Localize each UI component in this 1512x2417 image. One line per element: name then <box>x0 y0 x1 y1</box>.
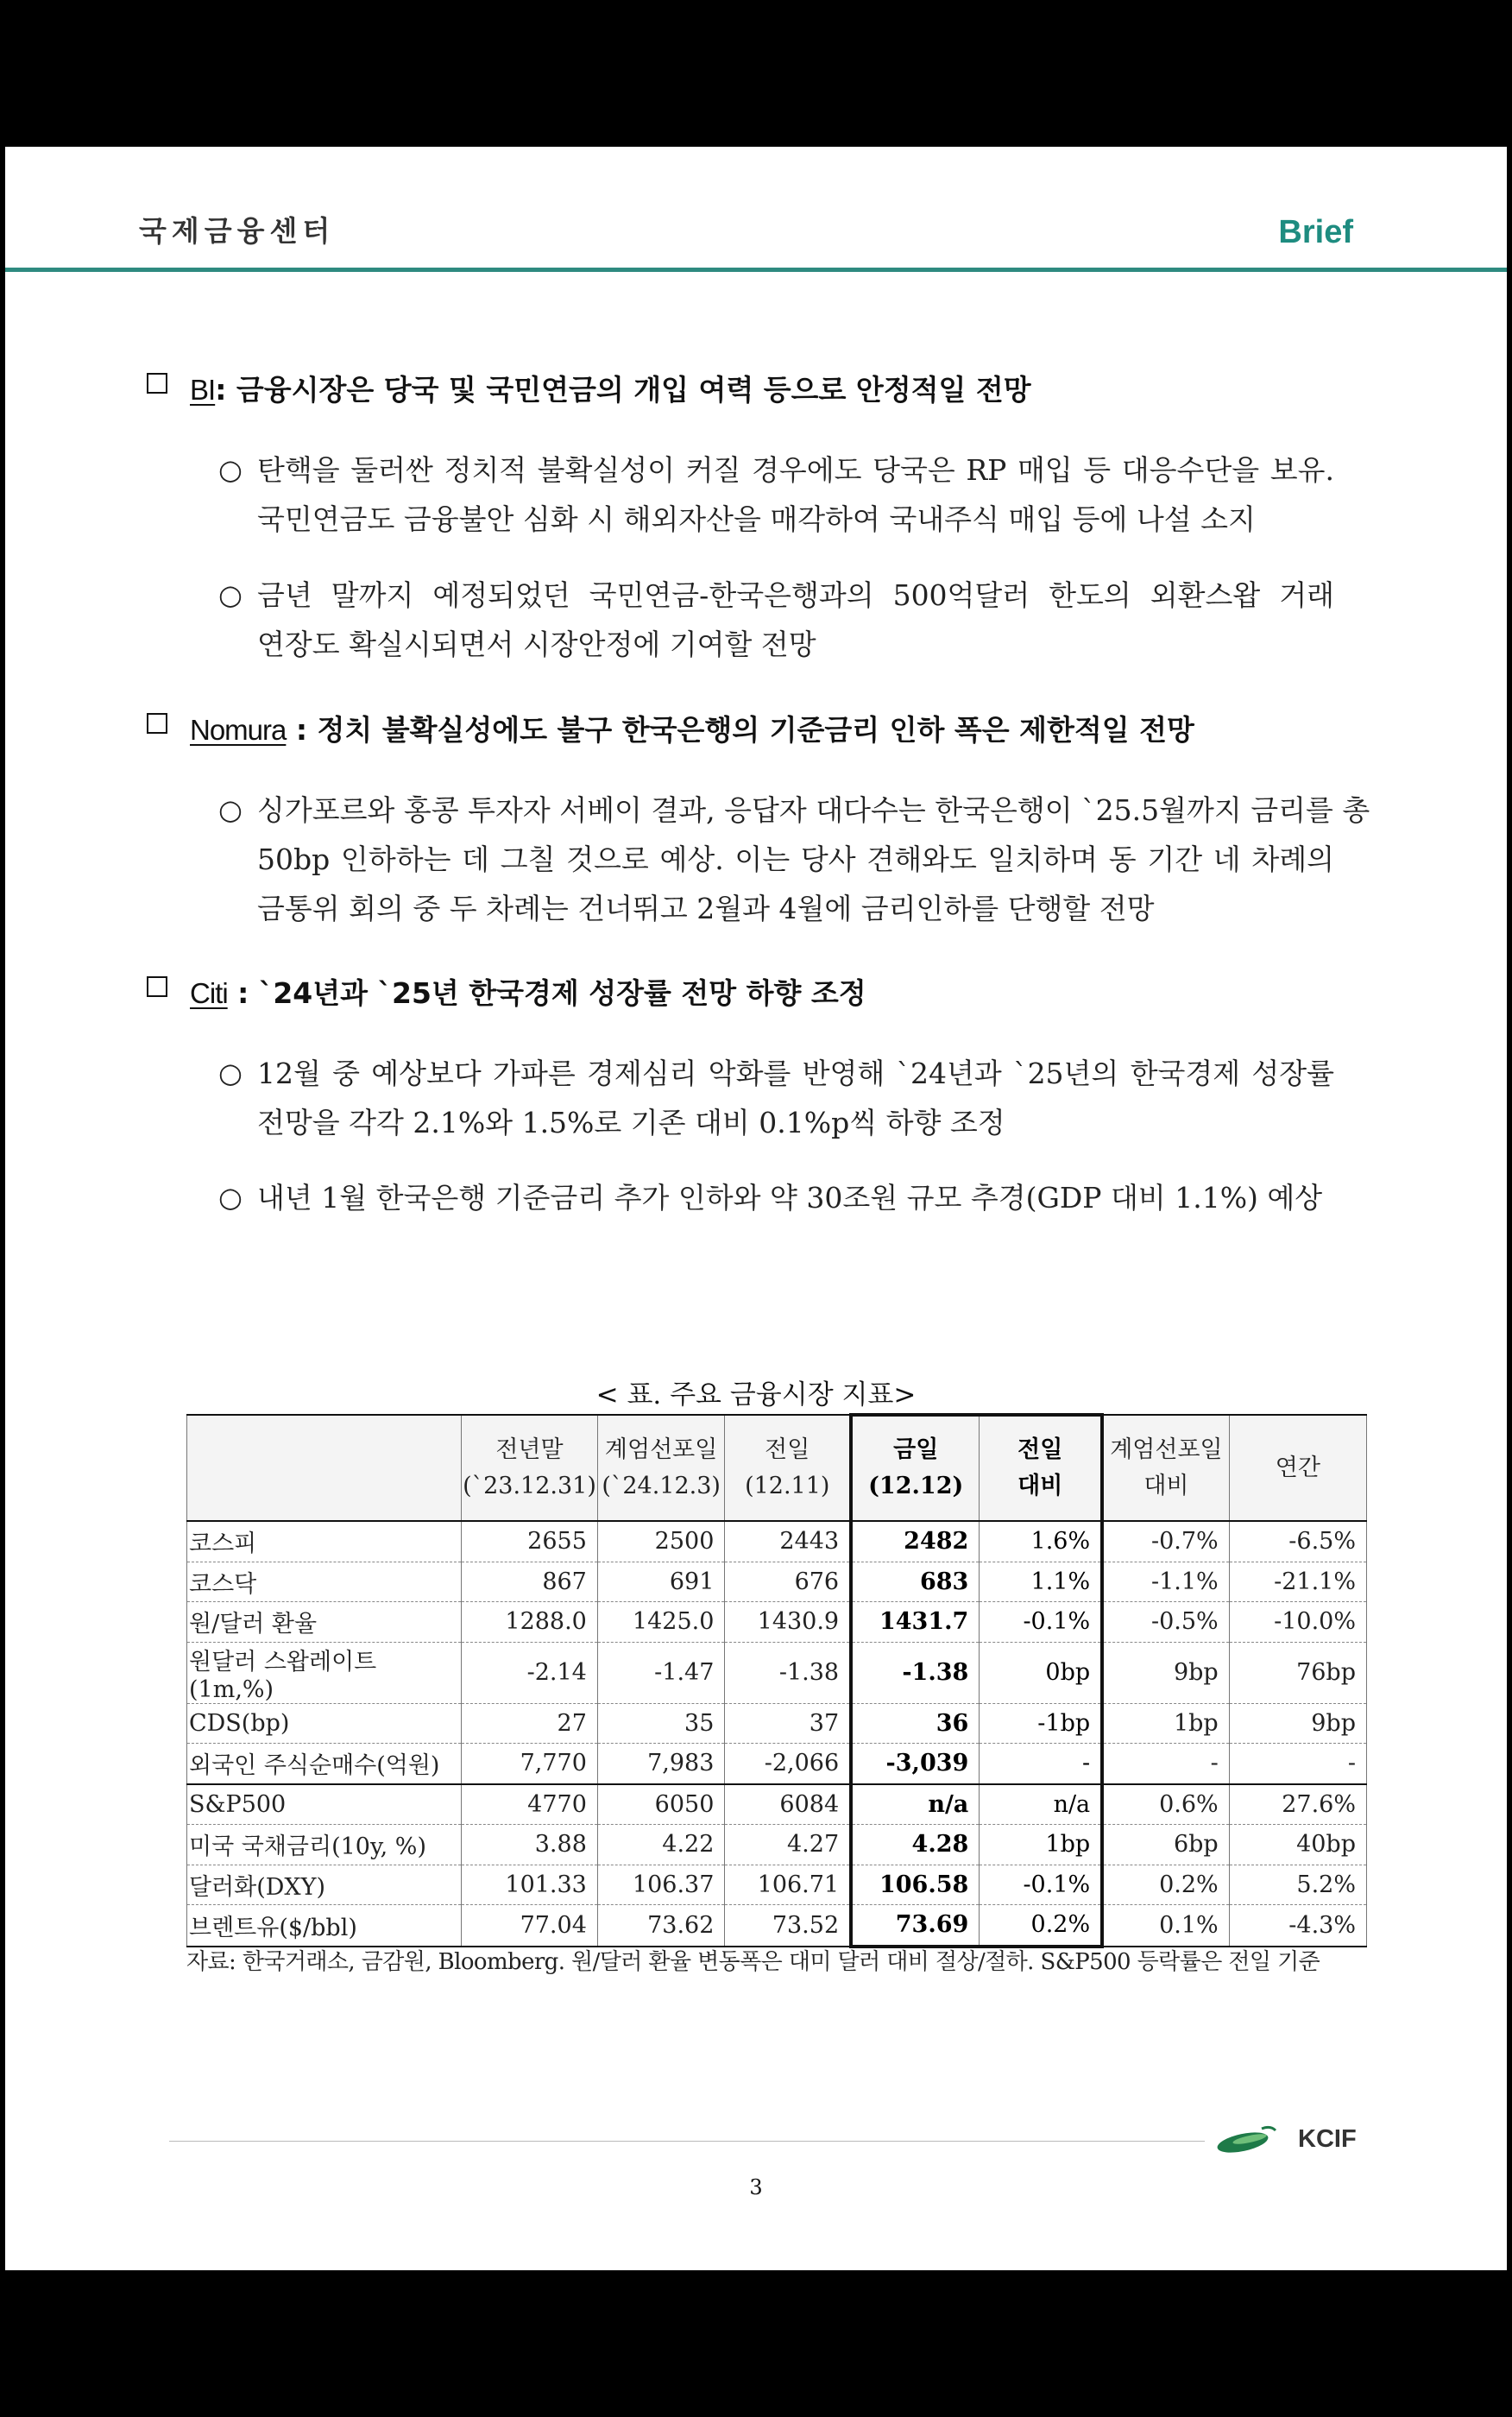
footer-logo-text: KCIF <box>1298 2125 1357 2153</box>
table-row <box>187 1865 1367 1905</box>
row-label: 코스닥 <box>187 1562 462 1602</box>
source-tag: BI <box>190 374 216 406</box>
table-cell: 0bp <box>980 1642 1102 1703</box>
circle-bullet-icon: ○ <box>218 453 243 486</box>
table-row <box>187 1602 1367 1643</box>
table-cell: 0.6% <box>1102 1784 1229 1825</box>
table-cell: 9bp <box>1229 1703 1366 1744</box>
table-row <box>187 1703 1367 1744</box>
table-cell: 0.2% <box>980 1905 1102 1947</box>
square-bullet-icon <box>147 976 167 997</box>
column-header: 전일 대비 <box>980 1415 1102 1521</box>
column-header: 금일 (12.12) <box>851 1415 980 1521</box>
table-cell: 1288.0 <box>462 1602 598 1643</box>
table-title: < 표. 주요 금융시장 지표> <box>595 1379 917 1410</box>
table-cell: 101.33 <box>462 1865 598 1905</box>
table-cell: 2443 <box>725 1521 851 1562</box>
table-cell: -21.1% <box>1229 1562 1366 1602</box>
row-label: 코스피 <box>187 1521 462 1562</box>
table-cell: 1.1% <box>980 1562 1102 1602</box>
bullet-line: 국민연금도 금융불안 심화 시 해외자산을 매각하여 국내주식 매입 등에 나설 소지 <box>257 502 1256 536</box>
row-label: CDS(bp) <box>187 1703 462 1744</box>
circle-bullet-icon: ○ <box>218 578 243 611</box>
column-header: 계엄선포일 대비 <box>1102 1415 1229 1521</box>
table-cell: -4.3% <box>1229 1905 1366 1947</box>
table-cell: 4.22 <box>597 1825 725 1865</box>
section-title: : 정치 불확실성에도 불구 한국은행의 기준금리 인하 폭은 제한적일 전망 <box>286 713 1194 747</box>
table-cell: - <box>1229 1744 1366 1784</box>
table-cell: 106.37 <box>597 1865 725 1905</box>
table-cell: 0.2% <box>1102 1865 1229 1905</box>
table-cell: 106.71 <box>725 1865 851 1905</box>
column-header: 전일 (12.11) <box>725 1415 851 1521</box>
table-cell: - <box>1102 1744 1229 1784</box>
column-header: 연간 <box>1229 1415 1366 1521</box>
column-header <box>187 1415 462 1521</box>
market-indicators-table <box>186 1413 1367 1948</box>
table-cell: -0.1% <box>980 1602 1102 1643</box>
table-cell: 35 <box>597 1703 725 1744</box>
table-row <box>187 1562 1367 1602</box>
footer-rule <box>169 2141 1205 2142</box>
column-header: 전년말 (`23.12.31) <box>462 1415 598 1521</box>
header-rule <box>5 268 1507 272</box>
square-bullet-icon <box>147 713 167 734</box>
table-row <box>187 1905 1367 1947</box>
page-number: 3 <box>749 2175 763 2199</box>
bullet <box>218 445 1334 544</box>
table-cell: 73.69 <box>851 1905 980 1947</box>
table-row <box>187 1521 1367 1562</box>
circle-bullet-icon: ○ <box>218 1181 243 1214</box>
bullet <box>218 1049 1334 1147</box>
table-cell: 1bp <box>1102 1703 1229 1744</box>
table-cell: n/a <box>980 1784 1102 1825</box>
table-row <box>187 1744 1367 1784</box>
table-cell: 2482 <box>851 1521 980 1562</box>
table-cell: 73.52 <box>725 1905 851 1947</box>
bullet-line: 내년 1월 한국은행 기준금리 추가 인하와 약 30조원 규모 추경(GDP 대비 1.1%) 예상 <box>257 1181 1323 1215</box>
table-cell: 106.58 <box>851 1865 980 1905</box>
bullet-line: 금통위 회의 중 두 차례는 건너뛰고 2월과 4월에 금리인하를 단행할 전망 <box>257 892 1155 925</box>
table-cell: -0.5% <box>1102 1602 1229 1643</box>
table-cell: 1430.9 <box>725 1602 851 1643</box>
kcif-logo-icon <box>1213 2122 1279 2156</box>
table-cell: 691 <box>597 1562 725 1602</box>
bullet <box>218 786 1370 933</box>
table-row <box>187 1784 1367 1825</box>
table-cell: -0.7% <box>1102 1521 1229 1562</box>
column-header: 계엄선포일 (`24.12.3) <box>597 1415 725 1521</box>
table-cell: 7,983 <box>597 1744 725 1784</box>
table-cell: -1.1% <box>1102 1562 1229 1602</box>
section-title: : 금융시장은 당국 및 국민연금의 개입 여력 등으로 안정적일 전망 <box>215 373 1031 407</box>
table-cell: -6.5% <box>1229 1521 1366 1562</box>
table-cell: 3.88 <box>462 1825 598 1865</box>
table-cell: 37 <box>725 1703 851 1744</box>
section-title: : `24년과 `25년 한국경제 성장률 전망 하향 조정 <box>227 976 866 1010</box>
bullet-line: 전망을 각각 2.1%와 1.5%로 기존 대비 0.1%p씩 하향 조정 <box>257 1106 1005 1139</box>
bullet-line: 연장도 확실시되면서 시장안정에 기여할 전망 <box>257 628 816 661</box>
circle-bullet-icon: ○ <box>218 1057 243 1089</box>
table-cell: 4.28 <box>851 1825 980 1865</box>
table-cell: -1.47 <box>597 1642 725 1703</box>
table-cell: -0.1% <box>980 1865 1102 1905</box>
row-label: 원달러 스왑레이트(1m,%) <box>187 1642 462 1703</box>
row-label: 미국 국채금리(10y, %) <box>187 1825 462 1865</box>
table-cell: 2655 <box>462 1521 598 1562</box>
table-cell: -1bp <box>980 1703 1102 1744</box>
table-cell: n/a <box>851 1784 980 1825</box>
table-cell: -2.14 <box>462 1642 598 1703</box>
table-cell: 5.2% <box>1229 1865 1366 1905</box>
table-cell: - <box>980 1744 1102 1784</box>
table-cell: 1.6% <box>980 1521 1102 1562</box>
table-cell: 77.04 <box>462 1905 598 1947</box>
section-heading-citi <box>190 971 866 1012</box>
table-cell: -2,066 <box>725 1744 851 1784</box>
table-cell: 4.27 <box>725 1825 851 1865</box>
bullet-line: 50bp 인하하는 데 그칠 것으로 예상. 이는 당사 견해와도 일치하며 동 기간 네 차례의 <box>257 842 1334 876</box>
table-cell: 9bp <box>1102 1642 1229 1703</box>
bullet <box>218 1173 1334 1222</box>
circle-bullet-icon: ○ <box>218 793 243 826</box>
table-cell: 40bp <box>1229 1825 1366 1865</box>
row-label: S&P500 <box>187 1784 462 1825</box>
source-tag: Nomura <box>190 714 287 746</box>
table-cell: 6084 <box>725 1784 851 1825</box>
table-cell: 7,770 <box>462 1744 598 1784</box>
section-heading-bi <box>190 368 1031 408</box>
table-header-row <box>187 1415 1367 1521</box>
table-cell: -1.38 <box>725 1642 851 1703</box>
table-cell: 6bp <box>1102 1825 1229 1865</box>
table-cell: -10.0% <box>1229 1602 1366 1643</box>
bullet-line: 탄핵을 둘러싼 정치적 불확실성이 커질 경우에도 당국은 RP 매입 등 대응수단을 보유. <box>257 453 1334 487</box>
row-label: 원/달러 환율 <box>187 1602 462 1643</box>
table-cell: 683 <box>851 1562 980 1602</box>
table-source-note: 자료: 한국거래소, 금감원, Bloomberg. 원/달러 환율 변동폭은 대미 달러 대비 절상/절하. S&P500 등락률은 전일 기준 <box>186 1949 1320 1975</box>
table-cell: 1bp <box>980 1825 1102 1865</box>
row-label: 브렌트유($/bbl) <box>187 1905 462 1947</box>
table-cell: 867 <box>462 1562 598 1602</box>
bullet-line: 싱가포르와 홍콩 투자자 서베이 결과, 응답자 대다수는 한국은행이 `25.5월까지 금리를 총 <box>257 793 1370 827</box>
table-cell: 27 <box>462 1703 598 1744</box>
bullet-line: 12월 중 예상보다 가파른 경제심리 악화를 반영해 `24년과 `25년의 한국경제 성장률 <box>257 1057 1334 1090</box>
table-row <box>187 1642 1367 1703</box>
table-cell: 6050 <box>597 1784 725 1825</box>
table-cell: -3,039 <box>851 1744 980 1784</box>
table-cell: 27.6% <box>1229 1784 1366 1825</box>
table-row <box>187 1825 1367 1865</box>
header-label: Brief <box>1278 214 1353 250</box>
table-cell: 36 <box>851 1703 980 1744</box>
bullet <box>218 571 1334 669</box>
table-cell: -1.38 <box>851 1642 980 1703</box>
table-cell: 0.1% <box>1102 1905 1229 1947</box>
document-page <box>5 147 1507 2270</box>
table-cell: 676 <box>725 1562 851 1602</box>
section-heading-nomura <box>190 708 1194 748</box>
bullet-line: 금년 말까지 예정되었던 국민연금-한국은행과의 500억달러 한도의 외환스왑 거래 <box>257 578 1334 612</box>
square-bullet-icon <box>147 373 167 394</box>
table-cell: 2500 <box>597 1521 725 1562</box>
table-cell: 1425.0 <box>597 1602 725 1643</box>
table-cell: 1431.7 <box>851 1602 980 1643</box>
row-label: 외국인 주식순매수(억원) <box>187 1744 462 1784</box>
source-tag: Citi <box>190 977 228 1009</box>
row-label: 달러화(DXY) <box>187 1865 462 1905</box>
table-cell: 73.62 <box>597 1905 725 1947</box>
table-cell: 76bp <box>1229 1642 1366 1703</box>
header-org: 국제금융센터 <box>139 214 336 248</box>
table-cell: 4770 <box>462 1784 598 1825</box>
